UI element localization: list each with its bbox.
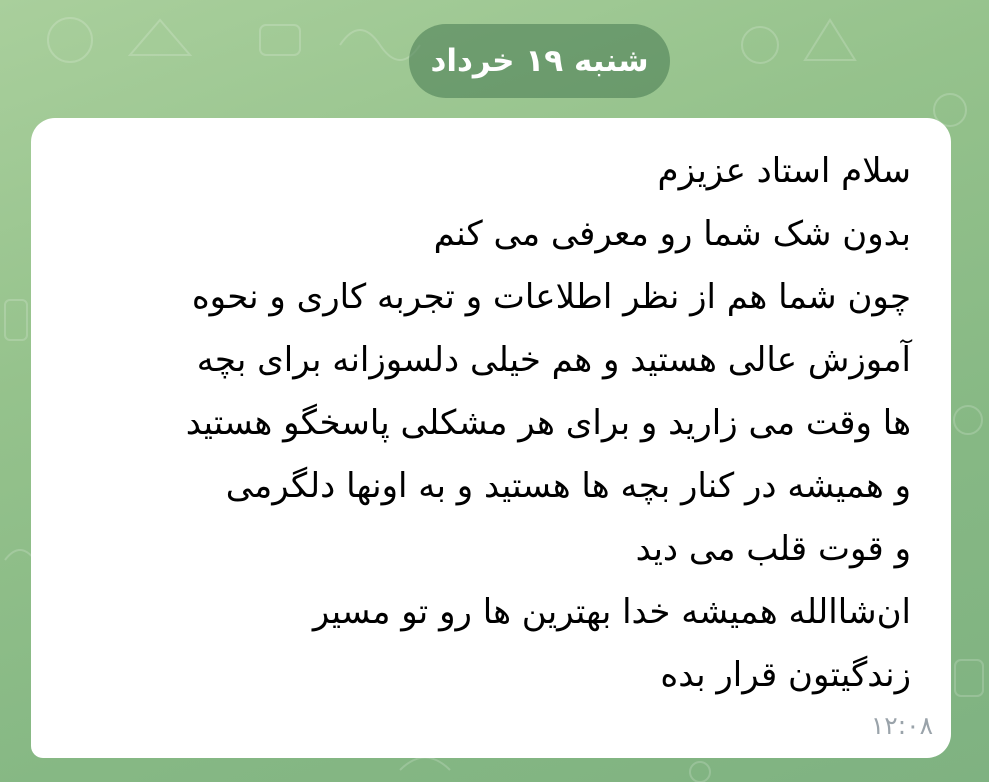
message-line-3: چون شما هم از نظر اطلاعات و تجربه کاری و نحوه <box>191 277 911 317</box>
message-bubble[interactable] <box>31 118 951 758</box>
message-line-2: بدون شک شما رو معرفی می کنم <box>433 214 911 254</box>
message-timestamp: ۱۲:۰۸ <box>870 711 933 740</box>
date-badge <box>409 24 670 98</box>
message-line-6: و همیشه در کنار بچه ها هستید و به اونها دلگرمی <box>225 466 911 506</box>
message-line-4: آموزش عالی هستید و هم خیلی دلسوزانه برای بچه <box>196 340 911 380</box>
message-text <box>61 140 911 707</box>
message-line-7: و قوت قلب می دید <box>635 529 911 569</box>
message-line-8: ان‌شاالله همیشه خدا بهترین ها رو تو مسیر <box>312 592 911 632</box>
bubble-tail-icon <box>45 704 75 734</box>
message-line-9: زندگیتون قرار بده <box>660 655 911 695</box>
date-label: شنبه ۱۹ خرداد <box>430 43 649 79</box>
message-line-5: ها وقت می زارید و برای هر مشکلی پاسخگو هستید <box>185 403 911 443</box>
message-line-1: سلام استاد عزیزم <box>657 151 911 191</box>
